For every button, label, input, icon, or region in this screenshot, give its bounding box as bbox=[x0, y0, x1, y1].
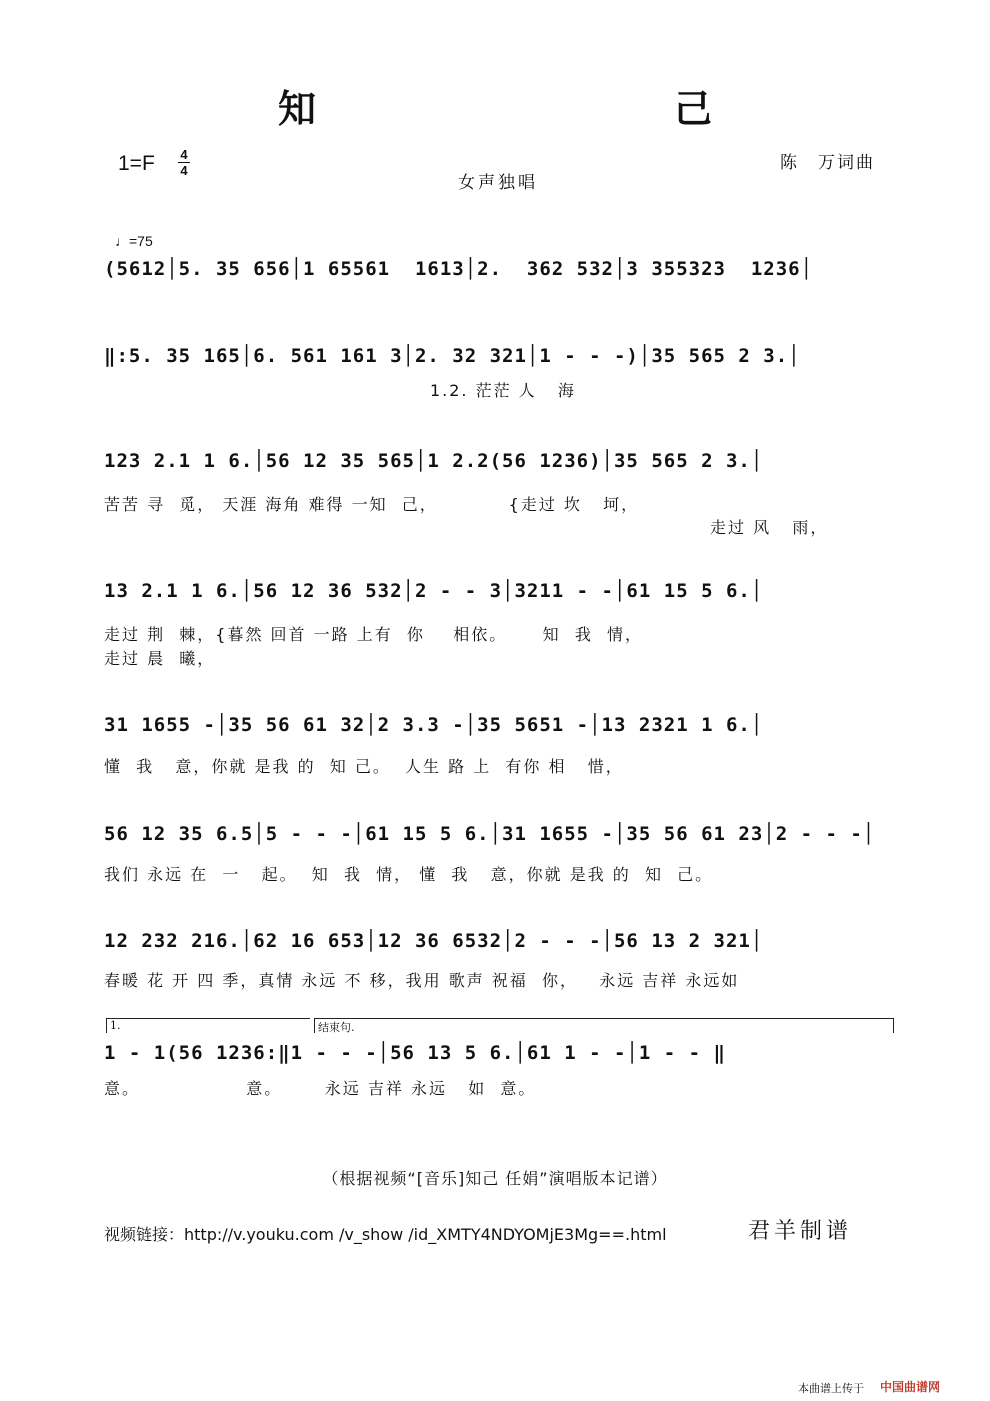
notation-row-7: 12 232 216.│62 16 653│12 36 6532│2 - - -│56 13 2 321│ bbox=[104, 930, 764, 952]
lyric-row-3: 苦苦 寻 觅， 天涯 海角 难得 一知 己， {走过 坎 坷， bbox=[104, 495, 640, 514]
key-signature: 1=F bbox=[118, 152, 155, 175]
notation-row-4: 13 2.1 1 6.│56 12 36 532│2 - - 3│3211 - -│61 15 5 6.│ bbox=[104, 580, 764, 602]
transcription-note: （根据视频“[音乐]知己 任娟”演唱版本记谱） bbox=[322, 1169, 668, 1188]
author-credit: 陈 万词曲 bbox=[780, 153, 875, 173]
notation-row-2: ‖:5. 35 165│6. 561 161 3│2. 32 321│1 - - -)│35 565 2 3.│ bbox=[104, 345, 801, 367]
upload-credit: 本曲谱上传于 bbox=[798, 1382, 864, 1395]
lyric-row-6: 我们 永远 在 一 起。 知 我 情， 懂 我 意，你就 是我 的 知 己。 bbox=[104, 865, 714, 884]
lyric-row-7: 春暖 花 开 四 季，真情 永远 不 移，我用 歌声 祝福 你， 永远 吉祥 永远如 bbox=[104, 971, 740, 990]
time-signature bbox=[178, 148, 190, 177]
lyric-row-3-verse2: 走过 风 雨， bbox=[710, 518, 829, 537]
transcriber-signature: 君羊制谱 bbox=[748, 1219, 853, 1244]
tempo-mark: ♩=75 bbox=[115, 233, 153, 249]
volta-ending-phrase: 结束句. bbox=[314, 1018, 894, 1033]
meter-bottom: 4 bbox=[180, 163, 188, 178]
notation-row-5: 31 1655 -│35 56 61 32│2 3.3 -│35 5651 -│13 2321 1 6.│ bbox=[104, 714, 764, 736]
song-title: 知 己 bbox=[277, 86, 872, 131]
notation-row-1: (5612│5. 35 656│1 65561 1613│2. 362 532│3 355323 1236│ bbox=[104, 258, 814, 280]
performance-type: 女声独唱 bbox=[458, 173, 538, 193]
lyric-row-4-verse2: 走过 晨 曦， bbox=[104, 649, 216, 668]
meter-top: 4 bbox=[180, 147, 188, 162]
notation-row-8: 1 - 1(56 1236:‖1 - - -│56 13 5 6.│61 1 - -│1 - - ‖ bbox=[104, 1042, 726, 1064]
lyric-row-2: 1.2. 茫茫 人 海 bbox=[104, 381, 576, 400]
lyric-row-8: 意。 意。 永远 吉祥 永远 如 意。 bbox=[104, 1079, 537, 1098]
site-logo[interactable]: 中国曲谱网 bbox=[880, 1380, 941, 1394]
lyric-row-5: 懂 我 意，你就 是我 的 知 己。 人生 路 上 有你 相 惜， bbox=[104, 757, 624, 776]
volta-first-ending: 1. bbox=[106, 1018, 310, 1033]
notation-row-6: 56 12 35 6.5│5 - - -│61 15 5 6.│31 1655 -│35 56 61 23│2 - - -│ bbox=[104, 823, 876, 845]
video-link[interactable]: 视频链接：http://v.youku.com /v_show /id_XMTY4NDYOMjE3Mg==.html bbox=[104, 1225, 667, 1244]
lyric-row-4: 走过 荆 棘，{暮然 回首 一路 上有 你 相依。 知 我 情， bbox=[104, 625, 643, 644]
notation-row-3: 123 2.1 1 6.│56 12 35 565│1 2.2(56 1236)│35 565 2 3.│ bbox=[104, 450, 764, 472]
